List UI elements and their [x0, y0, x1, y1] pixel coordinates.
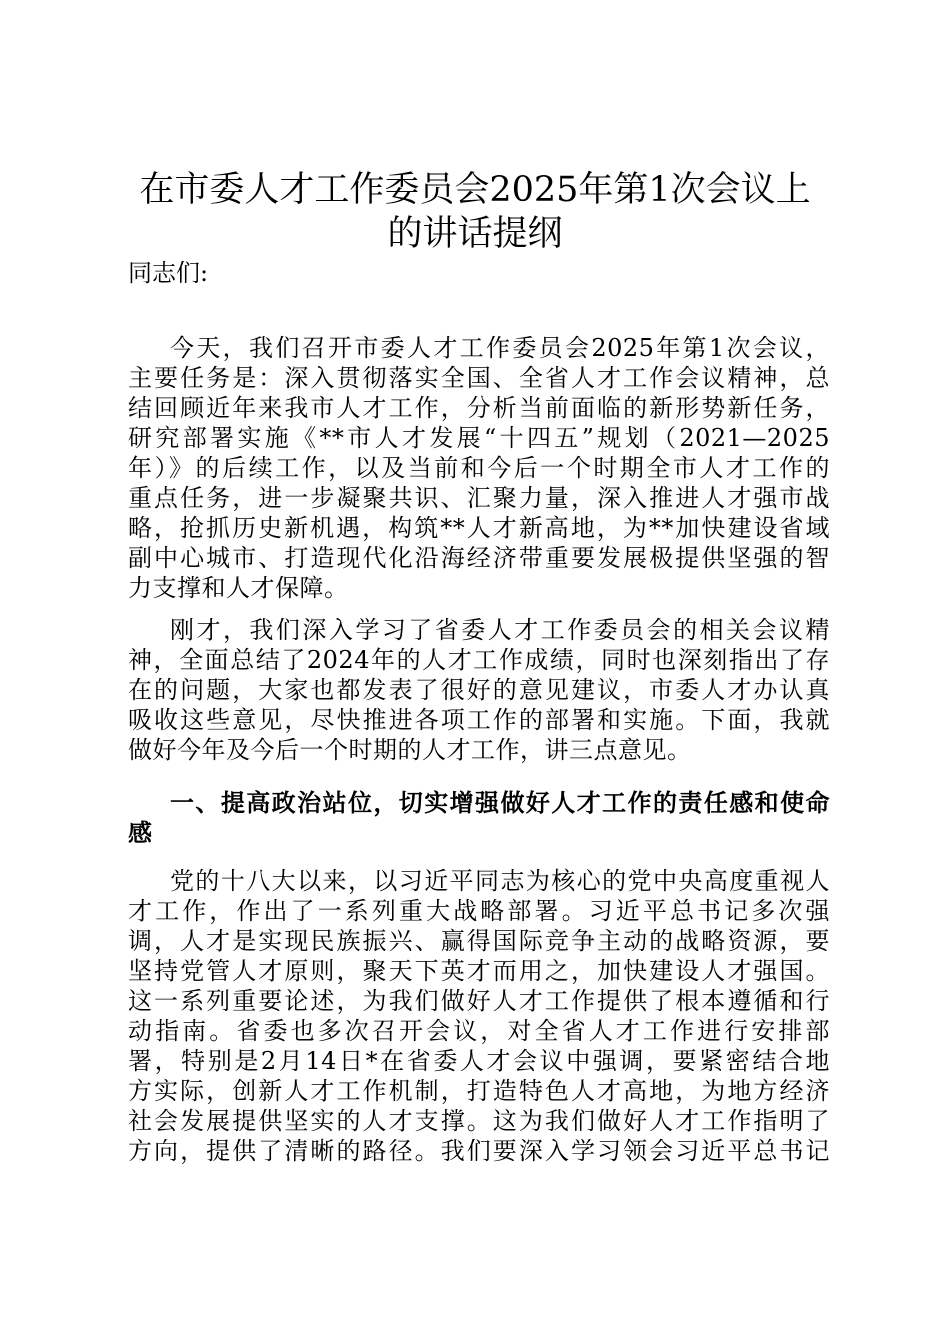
- paragraph-line: 动指南。省委也多次召开会议，对全省人才工作进行安排部: [128, 1017, 830, 1045]
- paragraph-opening: [128, 333, 830, 603]
- paragraph-line: 署，特别是2月14日*在省委人才会议中强调，要紧密结合地: [128, 1047, 830, 1075]
- paragraph-line: 重点任务，进一步凝聚共识、汇聚力量，深入推进人才强市战: [128, 484, 830, 512]
- document-title: [100, 168, 850, 256]
- paragraph-line: 今天，我们召开市委人才工作委员会2025年第1次会议，: [170, 334, 830, 362]
- paragraph-line: 才工作，作出了一系列重大战略部署。习近平总书记多次强: [128, 897, 830, 925]
- title-line: 的讲话提纲: [387, 214, 563, 254]
- paragraph-line: 社会发展提供坚实的人才支撑。这为我们做好人才工作指明了: [128, 1107, 830, 1135]
- paragraph-line: 方实际，创新人才工作机制，打造特色人才高地，为地方经济: [128, 1077, 830, 1105]
- paragraph-line: 坚持党管人才原则，聚天下英才而用之，加快建设人才强国。: [128, 957, 830, 985]
- paragraph-line: 略，抢抓历史新机遇，构筑**人才新高地，为**加快建设省域: [128, 514, 830, 542]
- paragraph-line: 做好今年及今后一个时期的人才工作，讲三点意见。: [128, 736, 692, 764]
- paragraph-line: 这一系列重要论述，为我们做好人才工作提供了根本遵循和行: [128, 987, 830, 1015]
- paragraph-line: 吸收这些意见，尽快推进各项工作的部署和实施。下面，我就: [128, 706, 830, 734]
- paragraph-section-body: [128, 866, 830, 1166]
- paragraph-line: 主要任务是：深入贯彻落实全国、全省人才工作会议精神，总: [128, 364, 830, 392]
- paragraph-line: 神，全面总结了2024年的人才工作成绩，同时也深刻指出了存: [128, 646, 830, 674]
- paragraph-line: 方向，提供了清晰的路径。我们要深入学习领会习近平总书记: [128, 1137, 830, 1165]
- title-line: 在市委人才工作委员会2025年第1次会议上: [139, 170, 811, 210]
- paragraph-line: 刚才，我们深入学习了省委人才工作委员会的相关会议精: [170, 616, 830, 644]
- salutation: 同志们:: [128, 259, 209, 287]
- paragraph-line: 在的问题，大家也都发表了很好的意见建议，市委人才办认真: [128, 676, 830, 704]
- paragraph-line: 力支撑和人才保障。: [128, 574, 349, 602]
- paragraph-line: 党的十八大以来，以习近平同志为核心的党中央高度重视人: [170, 867, 830, 895]
- section-heading: [128, 788, 830, 848]
- paragraph-line: 研究部署实施《**市人才发展“十四五”规划（2021—2025: [128, 424, 830, 452]
- paragraph-review: [128, 615, 830, 765]
- heading-line: 一、提高政治站位，切实增强做好人才工作的责任感和使命: [170, 789, 830, 817]
- heading-line: 感: [128, 819, 153, 847]
- paragraph-line: 结回顾近年来我市人才工作，分析当前面临的新形势新任务，: [128, 394, 830, 422]
- paragraph-line: 年）》的后续工作，以及当前和今后一个时期全市人才工作的: [128, 454, 830, 482]
- paragraph-line: 副中心城市、打造现代化沿海经济带重要发展极提供坚强的智: [128, 544, 830, 572]
- paragraph-line: 调，人才是实现民族振兴、赢得国际竞争主动的战略资源，要: [128, 927, 830, 955]
